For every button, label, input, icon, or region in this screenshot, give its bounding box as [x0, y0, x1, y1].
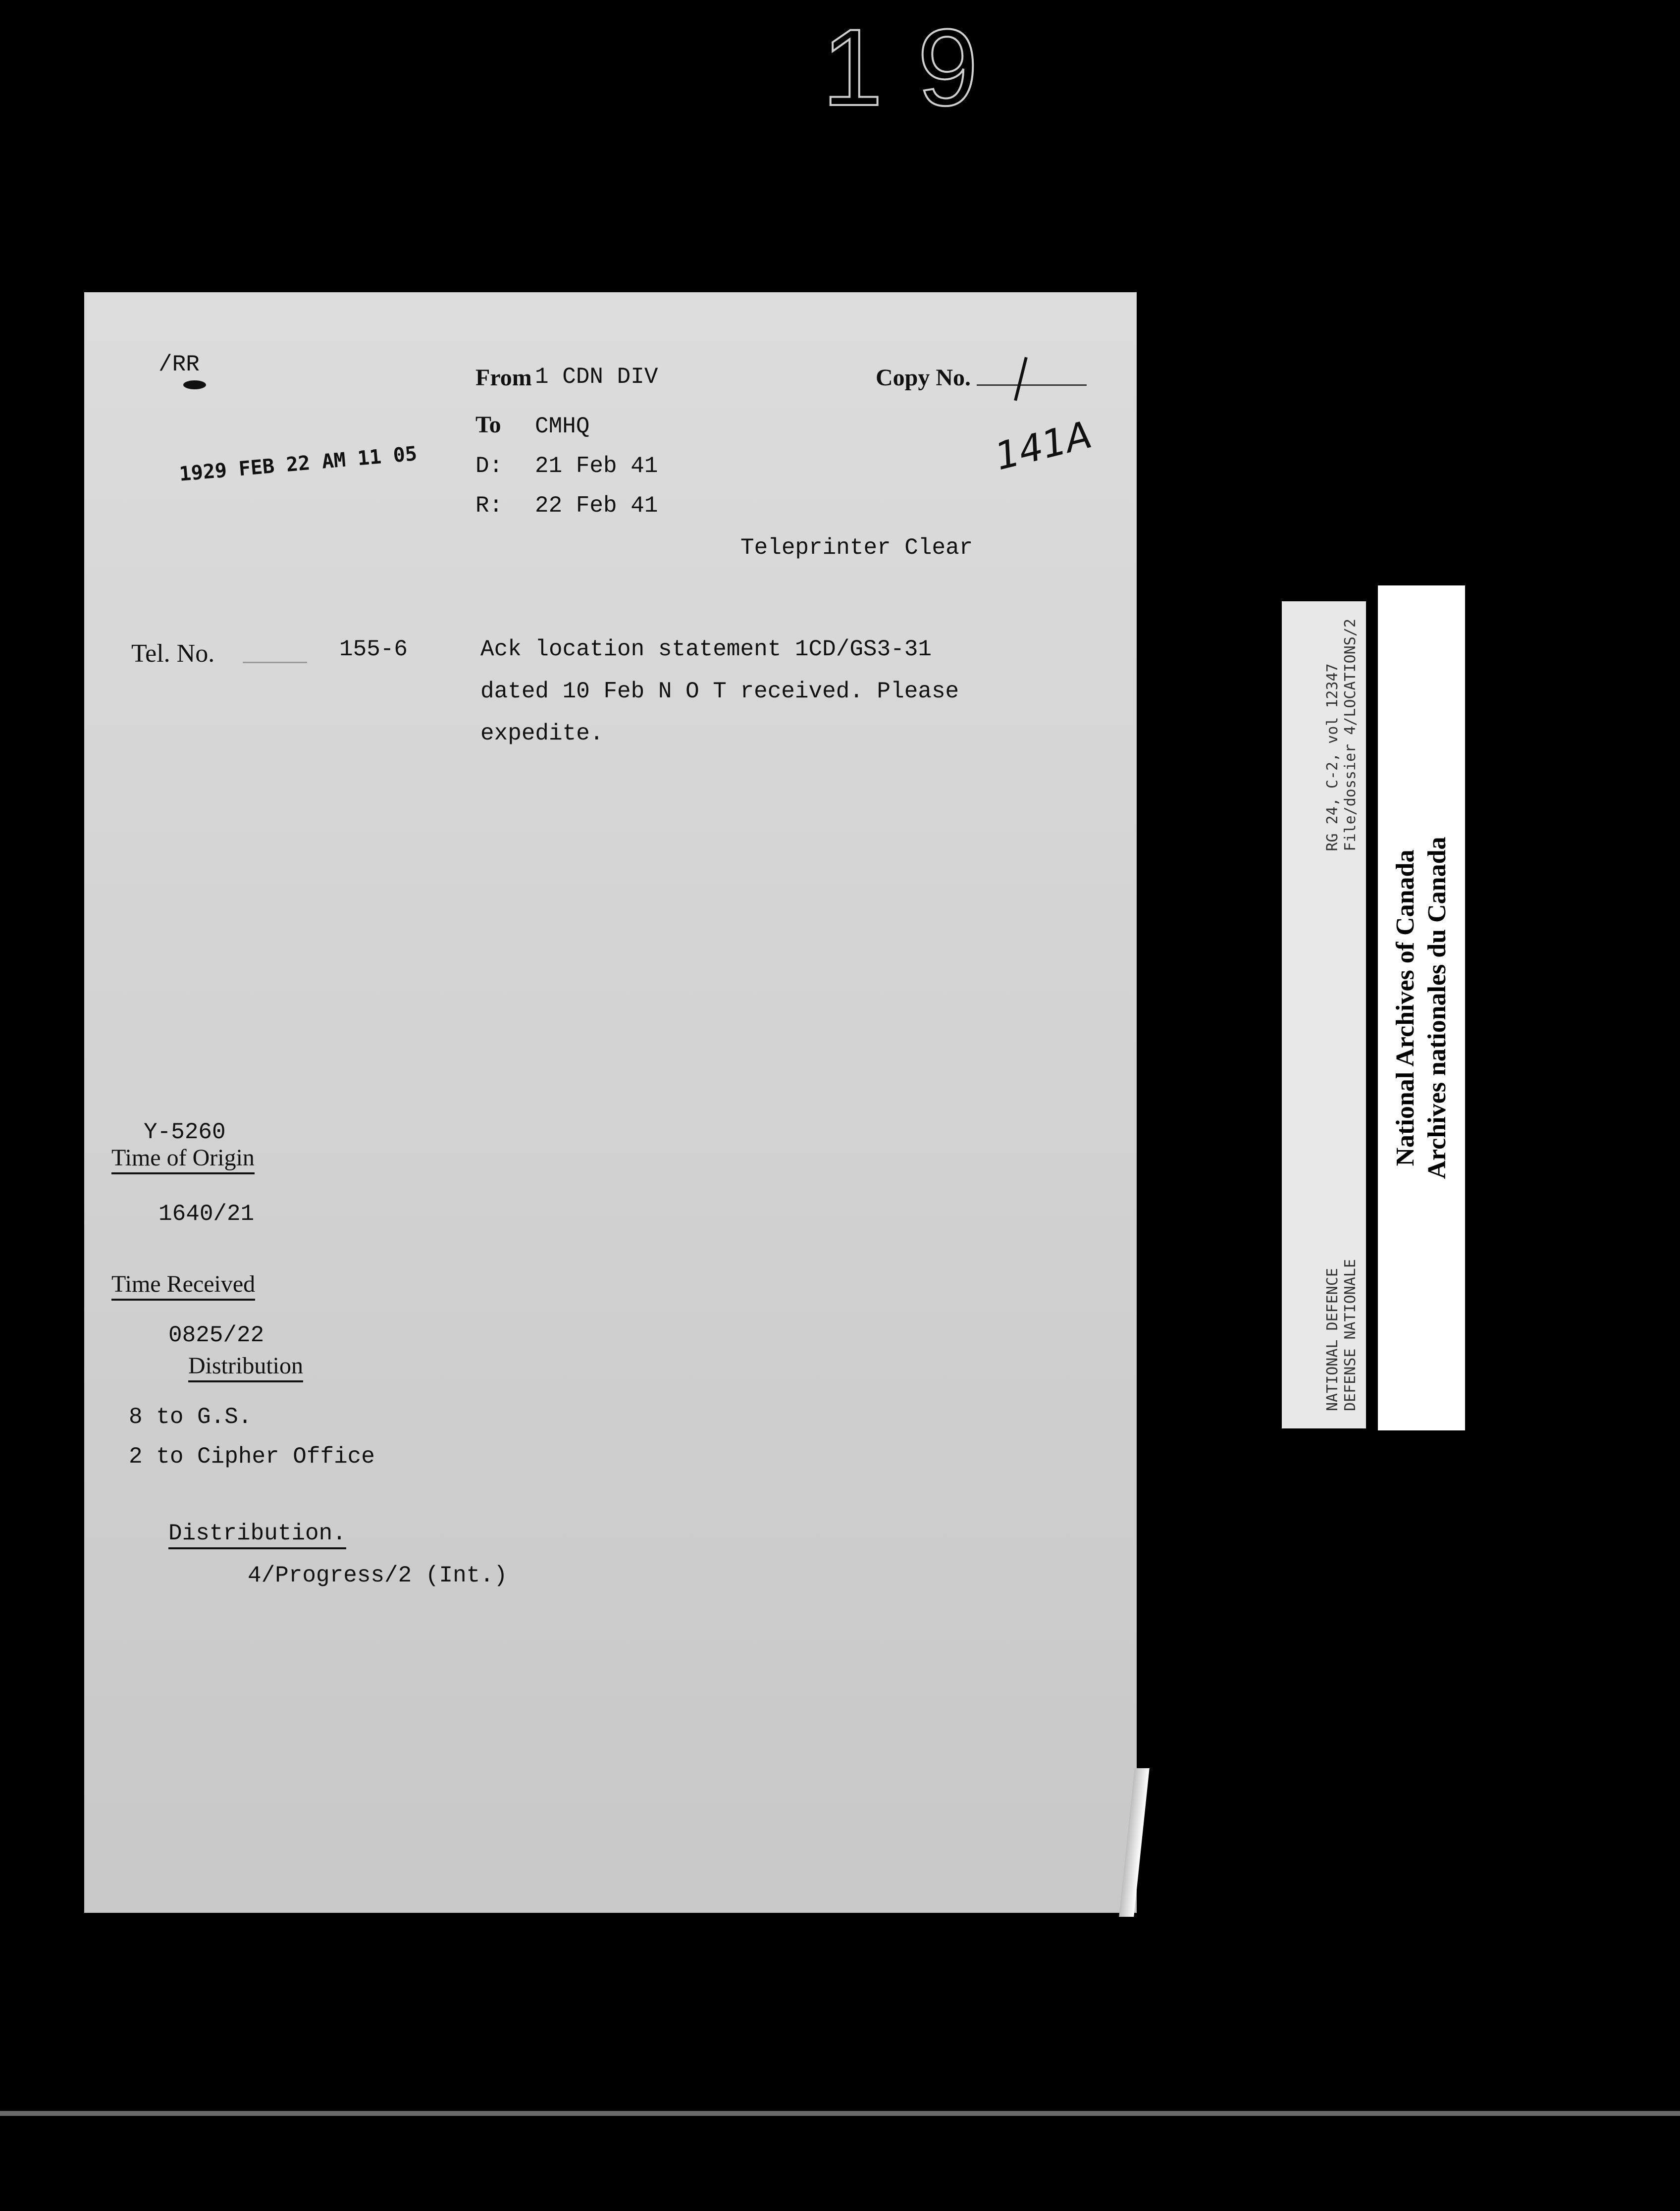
distribution-item-2: 2 to Cipher Office	[129, 1444, 375, 1470]
archive-strip-line2-right: File/dossier 4/LOCATIONS/2	[1342, 619, 1359, 851]
transmission-mode: Teleprinter Clear	[740, 535, 973, 561]
frame-number: 19	[822, 6, 1013, 128]
tel-no-blank	[243, 639, 307, 663]
time-received-value: 0825/22	[168, 1322, 264, 1348]
distribution-label: Distribution	[188, 1352, 303, 1382]
message-line-2: dated 10 Feb N O T received. Please	[480, 679, 959, 704]
y-number: Y-5260	[144, 1119, 226, 1145]
time-of-origin-value: 1640/21	[158, 1201, 255, 1227]
archive-strip-line2-left: DEFENSE NATIONALE	[1342, 1259, 1359, 1411]
teleprinter-message-sheet	[84, 292, 1137, 1913]
date-sent-label: D:	[475, 453, 503, 479]
from-label: From	[475, 365, 532, 391]
archives-label-line2: Archives nationales du Canada	[1423, 837, 1451, 1179]
handwritten-reference: 141A	[991, 412, 1096, 479]
message-line-1: Ack location statement 1CD/GS3-31	[480, 636, 932, 662]
to-value: CMHQ	[535, 414, 590, 439]
bottom-rule	[0, 2111, 1680, 2116]
from-value: 1 CDN DIV	[535, 364, 658, 390]
paper-curl	[1119, 1768, 1150, 1917]
archives-label	[1378, 585, 1465, 1430]
archives-label-line1: National Archives of Canada	[1391, 849, 1419, 1166]
archive-reference-strip	[1282, 601, 1366, 1428]
message-line-3: expedite.	[480, 721, 604, 746]
time-of-origin-label: Time of Origin	[111, 1144, 255, 1174]
archive-strip-line1-left: NATIONAL DEFENCE	[1324, 1268, 1341, 1411]
received-date-stamp: 1929 FEB 22 AM 11 05	[178, 442, 418, 486]
copy-number-line	[977, 382, 1087, 386]
ink-blot	[183, 380, 206, 389]
date-received-label: R:	[475, 493, 503, 519]
copy-number-label: Copy No.	[876, 365, 971, 391]
to-label: To	[475, 412, 501, 438]
time-received-label: Time Received	[111, 1270, 255, 1301]
tel-no-value: 155-6	[339, 636, 408, 662]
date-sent-value: 21 Feb 41	[535, 453, 658, 479]
reference-code: /RR	[158, 352, 200, 377]
date-received-value: 22 Feb 41	[535, 493, 658, 519]
tel-no-label: Tel. No.	[131, 639, 215, 668]
distribution-secondary-label: Distribution.	[168, 1521, 346, 1549]
copy-number-pen-mark	[1014, 357, 1028, 401]
distribution-secondary-value: 4/Progress/2 (Int.)	[248, 1563, 508, 1588]
distribution-item-1: 8 to G.S.	[129, 1404, 252, 1430]
archive-strip-line1-right: RG 24, C-2, vol 12347	[1324, 663, 1341, 851]
